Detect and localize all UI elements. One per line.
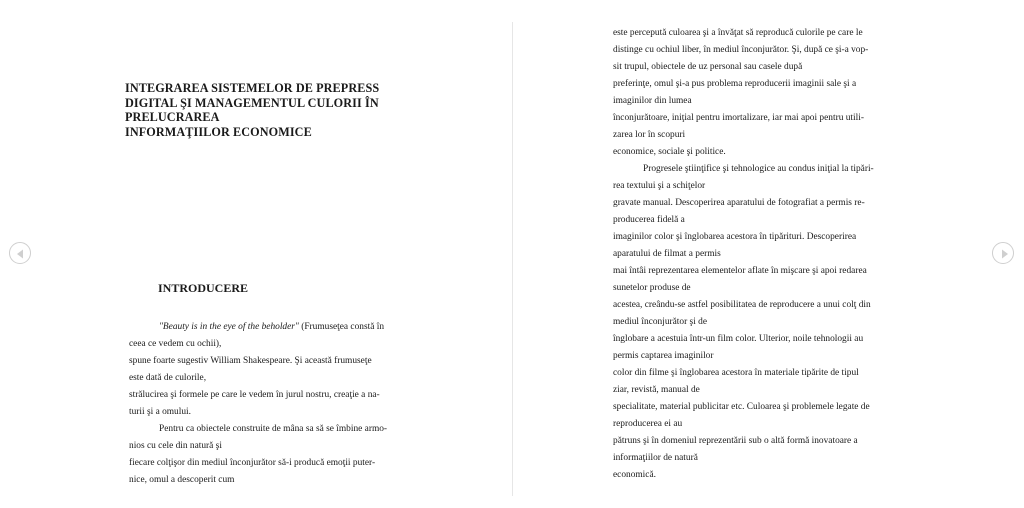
- text-line: reproducerea ei au: [613, 419, 683, 429]
- text-line: pătruns şi în domeniul reprezentării sub o altă formă inovatoare a: [613, 436, 858, 446]
- text-line: ceea ce vedem cu ochii),: [129, 339, 222, 349]
- quote-continuation: (Frumuseţea constă în: [298, 322, 385, 332]
- text-line: permis captarea imaginilor: [613, 351, 714, 361]
- text-line: distinge cu ochiul liber, în mediul înconjurător. Şi, după ce şi-a vop-: [613, 45, 869, 55]
- text-line: sit trupul, obiectele de uz personal sau casele după: [613, 62, 803, 72]
- next-page-button[interactable]: [992, 242, 1014, 264]
- title-line: INFORMAŢIILOR ECONOMICE: [125, 124, 312, 139]
- book-spine: [512, 22, 513, 496]
- text-line: rea textului şi a schiţelor: [613, 181, 706, 191]
- text-line: gravate manual. Descoperirea aparatului de fotografiat a permis re-: [613, 198, 865, 208]
- text-line: spune foarte sugestiv William Shakespeare. Şi această frumuseţe: [129, 356, 372, 366]
- text-line: Pentru ca obiectele construite de mâna sa să se îmbine armo-: [159, 424, 388, 434]
- right-page-text: [613, 25, 905, 484]
- chevron-right-icon: [993, 243, 1015, 265]
- text-line: nice, omul a descoperit cum: [129, 475, 235, 485]
- book-title: [125, 81, 425, 139]
- text-line: Progresele ştiinţifice şi tehnologice au condus iniţial la tipări-: [643, 164, 874, 174]
- title-line: PRELUCRAREA: [125, 110, 220, 125]
- shakespeare-quote: "Beauty is in the eye of the beholder": [159, 322, 299, 332]
- left-page-text: [129, 319, 419, 489]
- text-line: producerea fidelă a: [613, 215, 685, 225]
- text-line: informaţiilor de natură: [613, 453, 698, 463]
- text-line: specialitate, material publicitar etc. Culoarea şi problemele legate de: [613, 402, 870, 412]
- text-line: este dată de culorile,: [129, 373, 207, 383]
- text-line: ziar, revistă, manual de: [613, 385, 700, 395]
- previous-page-button[interactable]: [9, 242, 31, 264]
- text-line: turii şi a omului.: [129, 407, 191, 417]
- text-line: înconjurătoare, iniţial pentru imortalizare, iar mai apoi pentru utili-: [613, 113, 864, 123]
- text-line: mai întâi reprezentarea elementelor aflate în mişcare şi apoi redarea: [613, 266, 867, 276]
- text-line: preferinţe, omul şi-a pus problema reproducerii imaginii sale şi a: [613, 79, 857, 89]
- text-line: color din filme şi înglobarea acestora în materiale tipărite de tipul: [613, 368, 859, 378]
- text-line: mediul înconjurător şi de: [613, 317, 707, 327]
- title-line: INTEGRAREA SISTEMELOR DE PREPRESS: [125, 81, 380, 95]
- text-line: aparatului de filmat a permis: [613, 249, 721, 259]
- chevron-left-icon: [10, 243, 32, 265]
- text-line: economice, sociale şi politice.: [613, 147, 726, 157]
- text-line: imaginilor din lumea: [613, 96, 692, 106]
- title-line: DIGITAL ŞI MANAGEMENTUL CULORII ÎN: [125, 95, 379, 110]
- text-line: economică.: [613, 470, 656, 480]
- text-line: imaginilor color şi înglobarea acestora în tipărituri. Descoperirea: [613, 232, 857, 242]
- section-heading: INTRODUCERE: [158, 281, 249, 295]
- text-line: sunetelor produse de: [613, 283, 691, 293]
- text-line: este percepută culoarea şi a învăţat să reproducă culorile pe care le: [613, 28, 863, 38]
- text-line: zarea lor în scopuri: [613, 130, 686, 140]
- text-line: nios cu cele din natură şi: [129, 441, 222, 451]
- text-line: strălucirea şi formele pe care le vedem în jurul nostru, creaţie a na-: [129, 390, 380, 400]
- text-line: fiecare colţişor din mediul înconjurător să-i producă emoţii puter-: [129, 458, 376, 468]
- text-line: acestea, creându-se astfel posibilitatea de reproducere a unui colţ din: [613, 300, 871, 310]
- text-line: înglobare a acestuia într-un film color. Ulterior, noile tehnologii au: [613, 334, 864, 344]
- text-line: [129, 319, 419, 336]
